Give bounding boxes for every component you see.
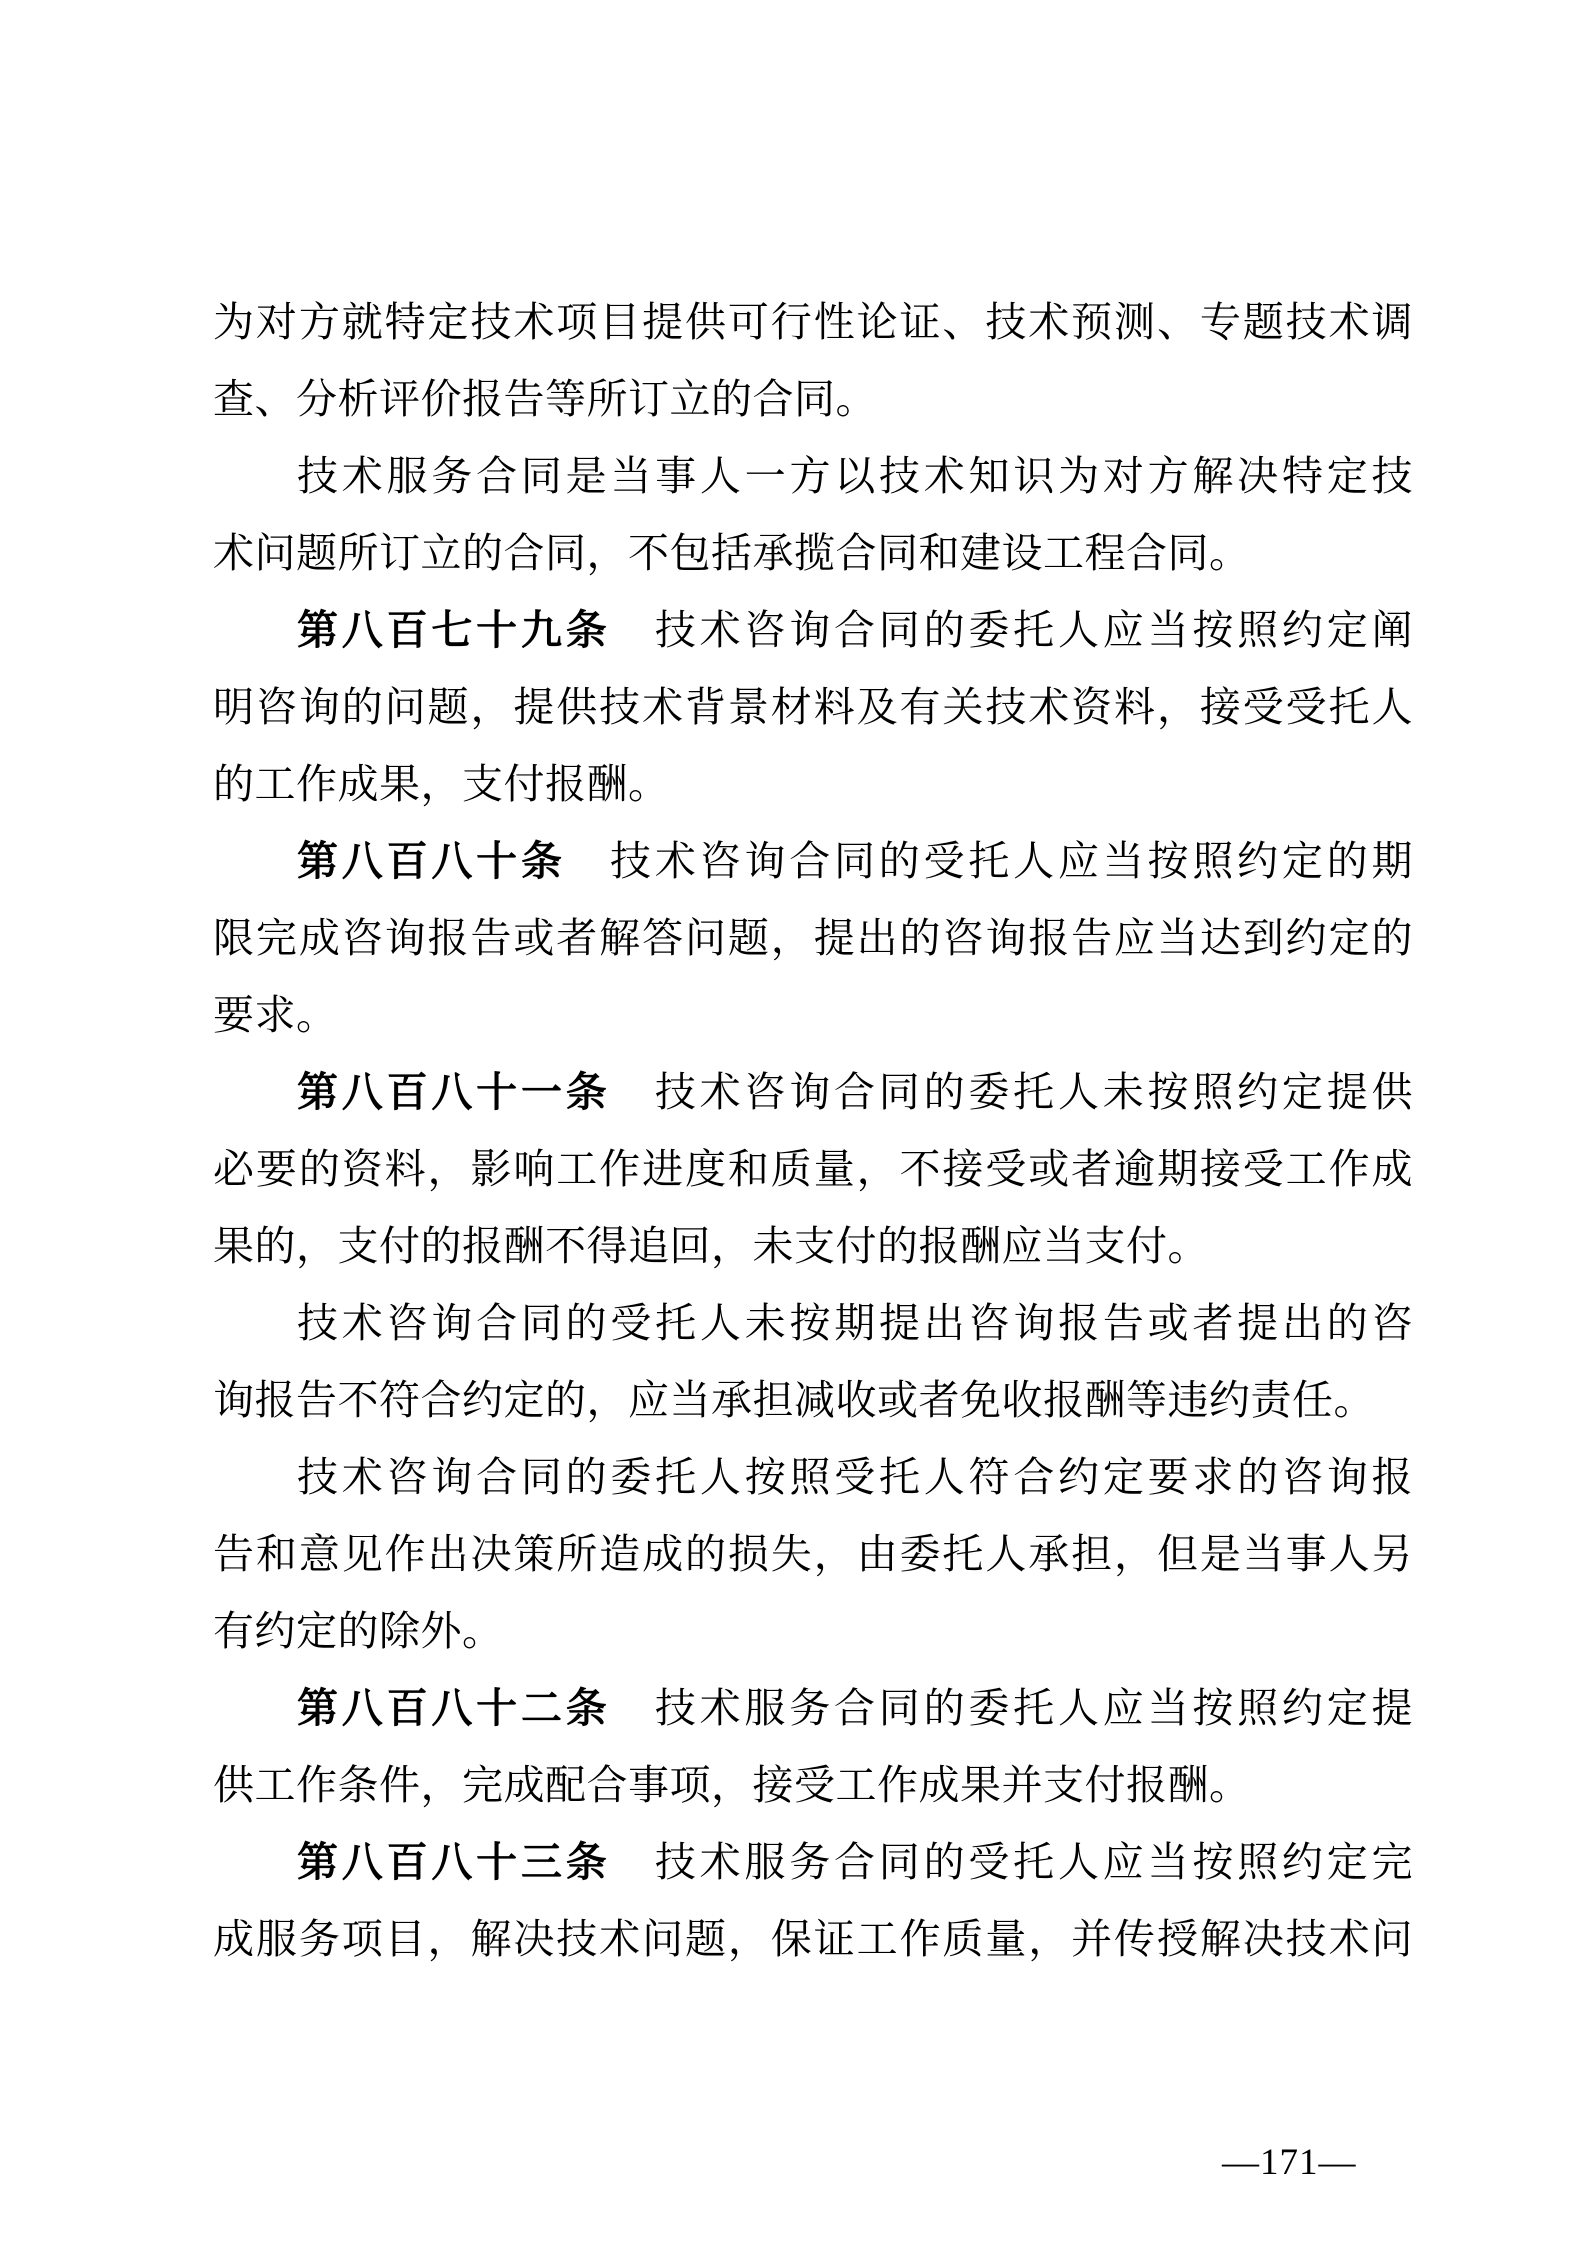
line-text: 技术服务合同是当事人一方以技术知识为对方解决特定技 — [297, 453, 1413, 499]
head-gap — [566, 874, 607, 875]
page-number: —171— — [1222, 2142, 1357, 2183]
line-text: 告和意见作出决策所造成的损失，由委托人承担，但是当事人另 — [213, 1531, 1413, 1577]
line-text: 技术服务合同的受托人应当按照约定完 — [651, 1839, 1414, 1885]
article-number: 第八百七十九条 — [297, 607, 611, 653]
text-block — [213, 284, 1413, 1978]
text-line — [213, 438, 1413, 515]
line-text: 必要的资料，影响工作进度和质量，不接受或者逾期接受工作成 — [213, 1146, 1413, 1192]
text-line — [213, 1362, 1413, 1439]
head-gap — [611, 1721, 652, 1722]
text-line — [213, 1593, 1413, 1670]
line-text: 成服务项目，解决技术问题，保证工作质量，并传授解决技术问 — [213, 1916, 1413, 1962]
text-line — [213, 1131, 1413, 1208]
line-text: 果的，支付的报酬不得追回，未支付的报酬应当支付。 — [213, 1223, 1209, 1269]
line-text: 明咨询的问题，提供技术背景材料及有关技术资料，接受受托人 — [213, 684, 1413, 730]
head-gap — [611, 643, 652, 644]
text-line — [213, 1439, 1413, 1516]
line-text: 供工作条件，完成配合事项，接受工作成果并支付报酬。 — [213, 1762, 1251, 1808]
line-text: 技术咨询合同的受托人未按期提出咨询报告或者提出的咨 — [297, 1300, 1413, 1346]
text-line — [213, 1516, 1413, 1593]
line-text: 术问题所订立的合同，不包括承揽合同和建设工程合同。 — [213, 530, 1251, 576]
head-gap — [611, 1105, 652, 1106]
text-line — [213, 361, 1413, 438]
text-line — [213, 1054, 1413, 1131]
line-text: 技术服务合同的委托人应当按照约定提 — [651, 1685, 1414, 1731]
line-text: 技术咨询合同的委托人未按照约定提供 — [651, 1069, 1414, 1115]
line-text: 限完成咨询报告或者解答问题，提出的咨询报告应当达到约定的 — [213, 915, 1413, 961]
line-text: 的工作成果，支付报酬。 — [213, 761, 670, 807]
line-text: 技术咨询合同的委托人按照受托人符合约定要求的咨询报 — [297, 1454, 1413, 1500]
article-number: 第八百八十条 — [297, 838, 566, 884]
text-line — [213, 1208, 1413, 1285]
text-line — [213, 1285, 1413, 1362]
text-line — [213, 900, 1413, 977]
text-line — [213, 823, 1413, 900]
line-text: 技术咨询合同的委托人应当按照约定阐 — [651, 607, 1414, 653]
text-line — [213, 669, 1413, 746]
line-text: 为对方就特定技术项目提供可行性论证、技术预测、专题技术调 — [213, 299, 1413, 345]
text-line — [213, 1901, 1413, 1978]
text-line — [213, 746, 1413, 823]
line-text: 有约定的除外。 — [213, 1608, 504, 1654]
article-number: 第八百八十二条 — [297, 1685, 611, 1731]
text-line — [213, 592, 1413, 669]
text-line — [213, 1747, 1413, 1824]
head-gap — [611, 1875, 652, 1876]
line-text: 询报告不符合约定的，应当承担减收或者免收报酬等违约责任。 — [213, 1377, 1375, 1423]
text-line — [213, 1824, 1413, 1901]
text-line — [213, 515, 1413, 592]
line-text: 技术咨询合同的受托人应当按照约定的期 — [606, 838, 1413, 884]
article-number: 第八百八十一条 — [297, 1069, 611, 1115]
article-number: 第八百八十三条 — [297, 1839, 611, 1885]
text-line — [213, 977, 1413, 1054]
line-text: 要求。 — [213, 992, 338, 1038]
text-line — [213, 1670, 1413, 1747]
text-line — [213, 284, 1413, 361]
line-text: 查、分析评价报告等所订立的合同。 — [213, 376, 877, 422]
